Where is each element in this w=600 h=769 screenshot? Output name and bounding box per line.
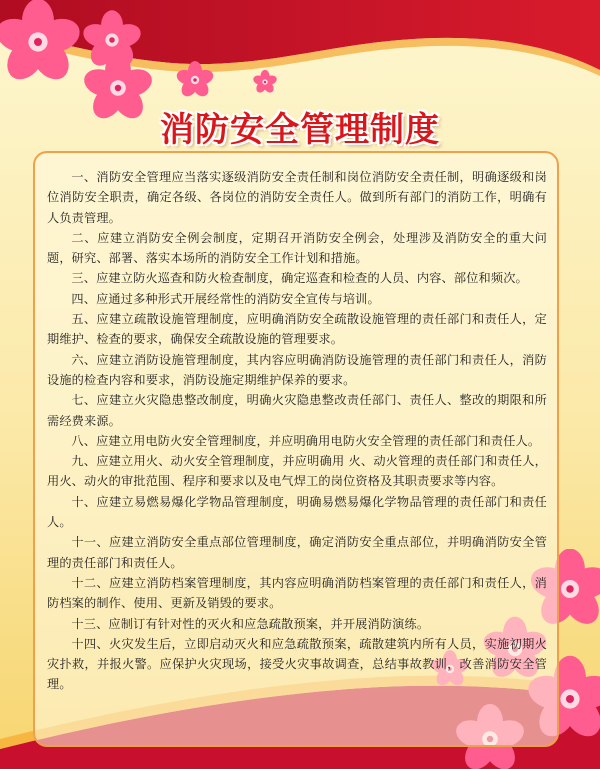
regulation-item: 八、应建立用电防火安全管理制度，并应明确用电防火安全管理的责任部门和责任人。	[71, 433, 541, 448]
regulation-item: 一、消防安全管理应当落实逐级消防安全责任制和岗位消防安全责任制，明确逐级和岗位消防安全职责，确定各级、各岗位的消防安全责任人。做到所有部门的消防工作，明确有人负责管理。	[47, 170, 547, 225]
regulation-item: 六、应建立消防设施管理制度，其内容应明确消防设施管理的责任部门和责任人，消防设施的检查内容和要求，消防设施定期维护保养的要求。	[47, 352, 547, 387]
page-title: 消防安全管理制度	[160, 110, 440, 150]
regulation-item: 十二、应建立消防档案管理制度，其内容应明确消防档案管理的责任部门和责任人，消防档案的制作、使用、更新及销毁的要求。	[47, 575, 547, 611]
regulation-item: 十一、应建立消防安全重点部位管理制度，确定消防安全重点部位，并明确消防安全管理的责任部门和责任人。	[47, 535, 547, 570]
regulation-item: 九、应建立用火、动火安全管理制度，并应明确用 火、动火管理的责任部门和责任人，用火、动火的审批范围、程序和要求以及电气焊工的岗位资格及其职责要求等内容。	[47, 454, 547, 489]
regulation-item: 二、应建立消防安全例会制度，定期召开消防安全例会，处理涉及消防安全的重大问题，研究、部署、落实本场所的消防安全工作计划和措施。	[47, 230, 547, 266]
regulation-item: 七、应建立火灾隐患整改制度，明确火灾隐患整改责任部门、责任人、整改的期限和所需经费来源。	[47, 393, 547, 428]
regulation-item: 十四、火灾发生后，立即启动灭火和应急疏散预案，疏散建筑内所有人员，实施初期火灾扑救，并报火警。应保护火灾现场，接受火灾事故调查，总结事故教训，改善消防安全管理。	[47, 636, 547, 692]
regulation-item: 四、应通过多种形式开展经常性的消防安全宣传与培训。	[71, 291, 380, 306]
regulation-item: 三、应建立防火巡查和防火检查制度，确定巡查和检查的人员、内容、部位和频次。	[71, 271, 528, 286]
regulation-item: 五、应建立疏散设施管理制度，应明确消防安全疏散设施管理的责任部门和责任人，定期维护、检查的要求，确保安全疏散设施的管理要求。	[47, 312, 547, 347]
content-panel	[33, 151, 559, 747]
regulation-item: 十三、应制订有针对性的灭火和应急疏散预案，并开展消防演练。	[71, 616, 430, 631]
regulation-item: 十、应建立易燃易爆化学物品管理制度，明确易燃易爆化学物品管理的责任部门和责任人。	[47, 494, 547, 530]
